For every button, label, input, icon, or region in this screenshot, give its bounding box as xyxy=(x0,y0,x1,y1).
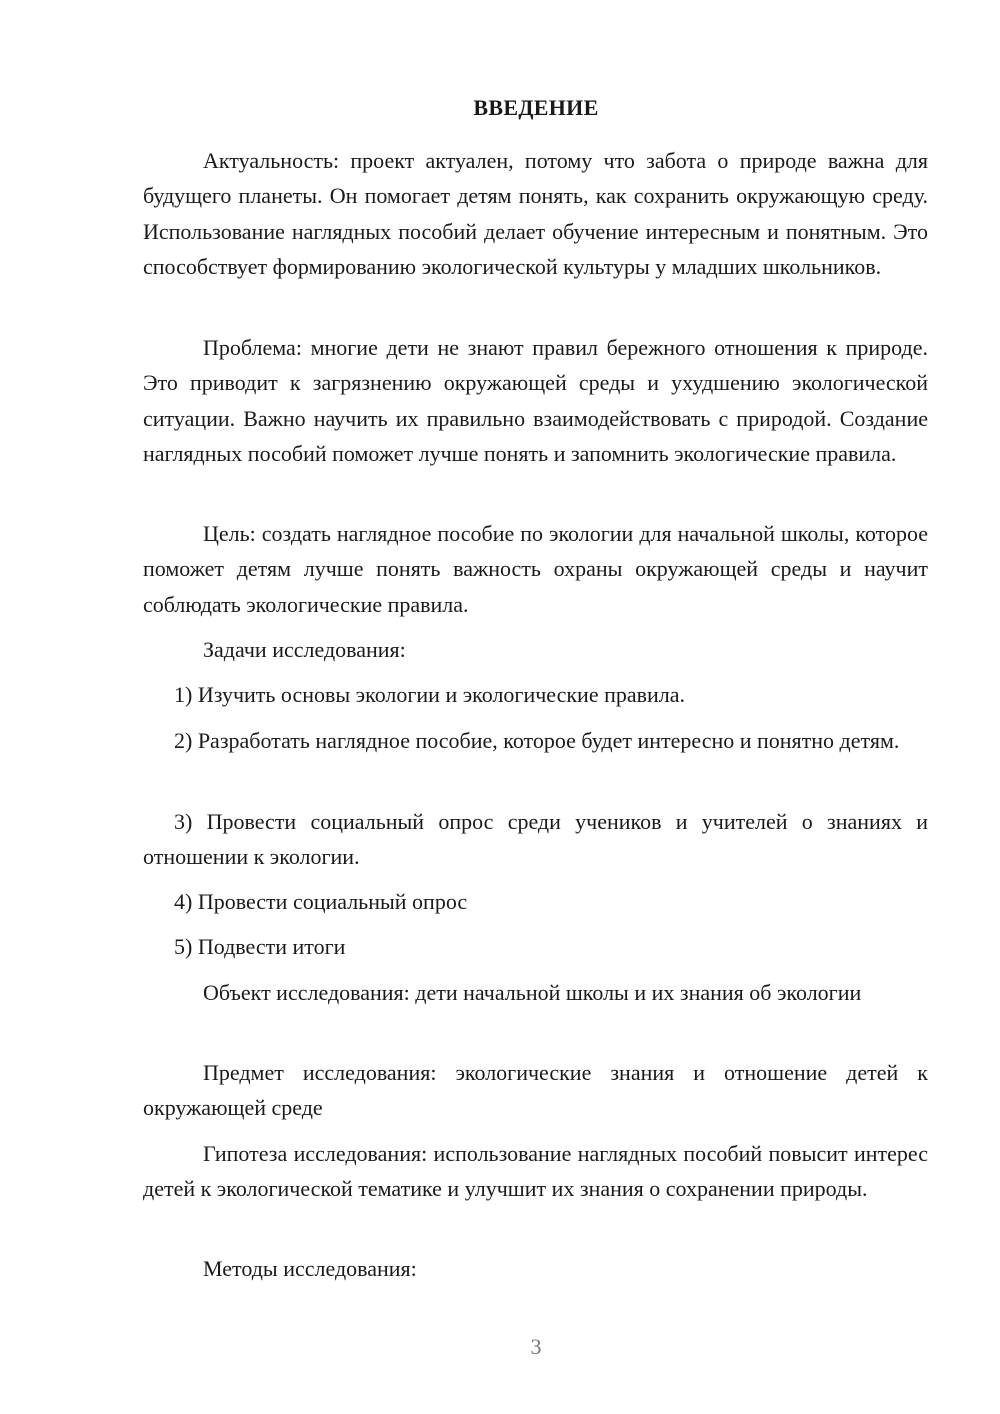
list-item-task-4: 4) Провести социальный опрос xyxy=(174,889,468,914)
list-item-task-2: 2) Разработать наглядное пособие, которое будет интересно и понятно детям. xyxy=(174,728,900,753)
paragraph-object: Объект исследования: дети начальной школы и их знания об экологии xyxy=(203,980,862,1005)
paragraph-methods-heading: Методы исследования: xyxy=(203,1256,417,1281)
paragraph-problem: Проблема: многие дети не знают правил бережного отношения к природе. Это приводит к загрязнению окружающей среды и ухудшению экологической ситуации. Важно научить их правильно взаимодействовать с природой. Создание наглядных пособий поможет лучше понять и запомнить экологические правила. xyxy=(143,335,928,466)
paragraph-goal: Цель: создать наглядное пособие по экологии для начальной школы, которое поможет детям лучше понять важность охраны окружающей среды и научит соблюдать экологические правила. xyxy=(143,521,928,617)
list-item-task-3: 3) Провести социальный опрос среди учеников и учителей о знаниях и отношении к экологии. xyxy=(143,809,928,870)
paragraph-hypothesis: Гипотеза исследования: использование наглядных пособий повысит интерес детей к экологической тематике и улучшит их знания о сохранении природы. xyxy=(143,1141,928,1202)
paragraph-relevance: Актуальность: проект актуален, потому что забота о природе важна для будущего планеты. Он помогает детям понять, как сохранить окружающую среду. Использование наглядных пособий делает обучение интересным и понятным. Это способствует формированию экологической культуры у младших школьников. xyxy=(143,148,928,279)
paragraph-tasks-heading: Задачи исследования: xyxy=(203,637,406,662)
list-item-task-1: 1) Изучить основы экологии и экологические правила. xyxy=(174,682,686,707)
page-title: ВВЕДЕНИЕ xyxy=(473,95,599,120)
paragraph-subject: Предмет исследования: экологические знания и отношение детей к окружающей среде xyxy=(143,1060,928,1121)
page-number: 3 xyxy=(530,1334,542,1359)
list-item-task-5: 5) Подвести итоги xyxy=(174,934,346,959)
